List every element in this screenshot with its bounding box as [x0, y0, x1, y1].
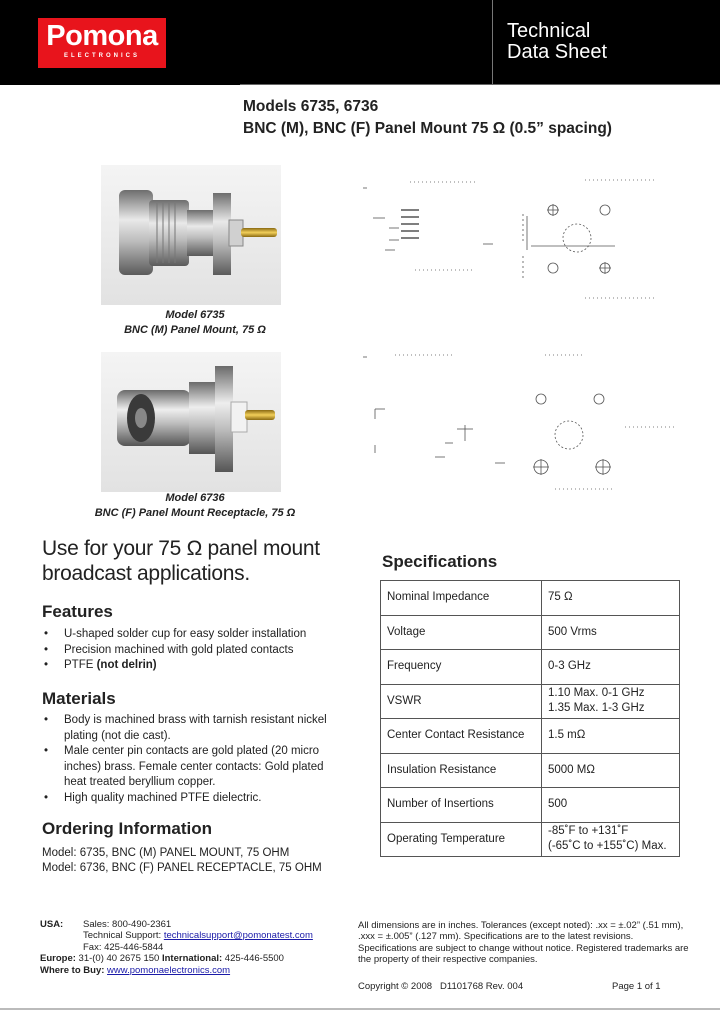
spec-value	[542, 822, 680, 857]
disclaimer-line: All dimensions are in inches. Tolerances (except noted): .xx = ±.02” (.51 mm),	[358, 920, 684, 931]
product-photo-6736	[101, 352, 281, 492]
spec-name: Nominal Impedance	[381, 581, 542, 616]
spec-value-line: (-65˚C to +155˚C) Max.	[548, 840, 667, 853]
logo-brand: Pomona	[46, 20, 158, 52]
spec-value: 0-3 GHz	[542, 650, 680, 685]
tagline	[42, 536, 320, 586]
logo-subtext: ELECTRONICS	[63, 53, 140, 59]
spec-value-line: 1.10 Max. 0-1 GHz	[548, 687, 645, 700]
disclaimer-line: Specifications are subject to change without notice. Registered trademarks are	[358, 942, 689, 954]
spec-value	[542, 684, 680, 719]
disclaimer-line: .xxx = ±.005” (.127 mm). Specifications are to the latest revisions.	[358, 931, 634, 943]
spec-name: Frequency	[381, 650, 542, 685]
tagline-line1: Use for your 75 Ω panel mount	[42, 537, 320, 560]
spec-name: Voltage	[381, 615, 542, 650]
list-item	[42, 658, 342, 674]
table-row	[381, 684, 680, 719]
specifications-table	[380, 580, 680, 857]
spec-name: Operating Temperature	[381, 822, 542, 857]
spec-value: 500 Vrms	[542, 615, 680, 650]
bottom-rule	[0, 1008, 720, 1010]
ordering-heading: Ordering Information	[42, 819, 212, 838]
document-type-box	[492, 0, 720, 85]
table-row	[381, 788, 680, 823]
spec-value: 500	[542, 788, 680, 823]
list-item: • Precision machined with gold plated contacts	[42, 643, 342, 659]
pomona-logo	[38, 18, 166, 68]
table-row	[381, 719, 680, 754]
list-item: • U-shaped solder cup for easy solder installation	[42, 627, 342, 643]
materials-list	[42, 713, 342, 806]
caption-6735	[60, 308, 330, 338]
list-item: • Male center pin contacts are gold plated (20 micro inches) brass. Female center contacts: Gold plated heat treated beryllium copper.	[42, 744, 342, 791]
header-bar	[0, 0, 720, 85]
spec-name: Center Contact Resistance	[381, 719, 542, 754]
europe-phone: 31-(0) 40 2675 150	[78, 953, 160, 965]
product-photo-6735	[101, 165, 281, 305]
doc-type-line1: Technical	[507, 20, 591, 42]
support-label: Technical Support:	[83, 930, 162, 942]
title-models: Models 6735, 6736	[243, 98, 379, 115]
europe-label: Europe:	[40, 953, 76, 965]
international-phone: 425-446-5500	[224, 953, 284, 965]
specifications-heading: Specifications	[382, 552, 498, 571]
sales-phone: Sales: 800-490-2361	[83, 919, 172, 930]
spec-name: Insulation Resistance	[381, 753, 542, 788]
ordering-info	[42, 846, 322, 876]
doc-type-line2: Data Sheet	[507, 41, 608, 63]
table-row	[381, 822, 680, 857]
list-item: • Body is machined brass with tarnish resistant nickel plating (not die cast).	[42, 713, 342, 744]
tagline-line2: broadcast applications.	[42, 562, 250, 585]
caption-description: BNC (F) Panel Mount Receptacle, 75 Ω	[94, 507, 296, 519]
spec-value-line: -85˚F to +131˚F	[548, 825, 629, 838]
ordering-line: Model: 6736, BNC (F) PANEL RECEPTACLE, 75 OHM	[42, 862, 322, 874]
caption-model: Model 6735	[165, 309, 225, 321]
international-label: International:	[161, 953, 223, 965]
spec-value: 75 Ω	[542, 581, 680, 616]
header-divider	[240, 84, 720, 85]
ordering-line: Model: 6735, BNC (M) PANEL MOUNT, 75 OHM	[42, 847, 290, 859]
fax-number: Fax: 425-446-5844	[83, 941, 164, 953]
caption-model: Model 6736	[165, 492, 225, 504]
dimension-drawing-6736	[355, 345, 685, 495]
title-description: BNC (M), BNC (F) Panel Mount 75 Ω (0.5” spacing)	[243, 120, 612, 137]
spec-name: Number of Insertions	[381, 788, 542, 823]
where-to-buy-label: Where to Buy:	[40, 964, 105, 976]
disclaimer-line: the property of their respective companies.	[358, 954, 538, 966]
spec-name: VSWR	[381, 684, 542, 719]
table-row	[381, 615, 680, 650]
features-heading: Features	[42, 602, 113, 621]
disclaimer	[358, 920, 698, 966]
table-row	[381, 581, 680, 616]
page-number: Page 1 of 1	[612, 981, 661, 992]
usa-label: USA:	[40, 919, 64, 930]
feature-not-delrin: (not delrin)	[96, 659, 157, 671]
feature-ptfe: PTFE	[64, 659, 94, 671]
page-title	[243, 96, 612, 140]
caption-description: BNC (M) Panel Mount, 75 Ω	[124, 324, 266, 336]
copyright: Copyright © 2008	[358, 981, 433, 992]
spec-value: 1.5 mΩ	[542, 719, 680, 754]
materials-heading: Materials	[42, 689, 116, 708]
features-list	[42, 627, 342, 674]
document-number: D1101768 Rev. 004	[440, 981, 524, 992]
caption-6736	[60, 491, 330, 521]
dimension-drawing-6735	[355, 170, 685, 315]
spec-value-line: 1.35 Max. 1-3 GHz	[548, 702, 645, 715]
website-link[interactable]: www.pomonaelectronics.com	[107, 964, 231, 976]
support-email-link[interactable]: technicalsupport@pomonatest.com	[163, 930, 313, 942]
table-row	[381, 650, 680, 685]
list-item: • High quality machined PTFE dielectric.	[42, 791, 342, 807]
contact-info	[40, 919, 340, 976]
table-row	[381, 753, 680, 788]
spec-value: 5000 MΩ	[542, 753, 680, 788]
